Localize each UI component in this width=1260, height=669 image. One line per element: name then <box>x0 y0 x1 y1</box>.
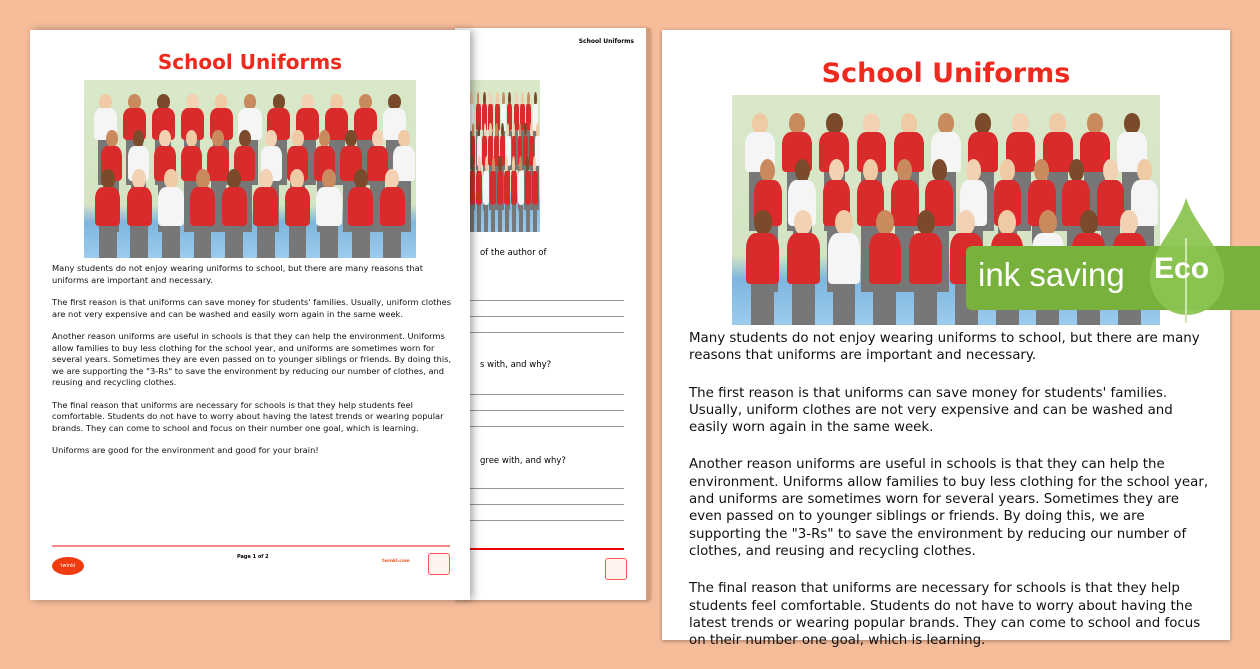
answer-line <box>469 504 624 505</box>
paragraph: The final reason that uniforms are necessary for schools is that they help students feel comfortable. Students do not have to worry about having the latest trends or wearing popular brands. They can come to school and focus on their number one goal, which is learning. <box>689 581 1201 649</box>
eco-leaf-icon <box>1148 198 1228 323</box>
paragraph: Uniforms are good for the environment and good for your brain! <box>52 445 319 455</box>
paragraph: Many students do not enjoy wearing uniforms to school, but there are many reasons that uniforms are important and necessary. <box>52 263 423 285</box>
answer-line <box>469 410 624 411</box>
answer-line <box>469 300 624 301</box>
class-photo <box>84 80 416 258</box>
answer-line <box>469 394 624 395</box>
twinkl-logo: twinkl <box>52 557 84 575</box>
worksheet-page-large <box>662 30 1230 649</box>
answer-line <box>469 332 624 333</box>
question-1: of the author of <box>480 248 547 258</box>
paragraph: The final reason that uniforms are necessary for schools is that they help students feel comfortable. Students do not have to worry about having the latest trends or wearing popular brands. They can come to school and focus on their number one goal, which is learning. <box>52 399 444 433</box>
answer-line <box>469 520 624 521</box>
page-title: School Uniforms <box>157 50 343 74</box>
class-photo <box>467 80 540 232</box>
stamp-logo <box>428 553 450 575</box>
page-number: Page 1 of 2 <box>237 554 269 560</box>
stamp-logo <box>605 558 627 580</box>
paragraph: Another reason uniforms are useful in schools is that they can help the environment. Uniforms allow families to buy less clothing for the school year, and uniforms are sometimes worn for several years. Sometimes they are even passed on to younger siblings or friends. By doing this, we are supporting the "3-Rs" to save the environment by reducing our number of clothes, and reusing and recycling clothes. <box>52 331 452 387</box>
questions-header: School Uniforms <box>578 38 634 45</box>
answer-line <box>469 316 624 317</box>
question-2: s with, and why? <box>480 360 552 370</box>
question-3: gree with, and why? <box>480 456 566 466</box>
answer-line <box>469 488 624 489</box>
article-text <box>52 263 452 468</box>
paragraph: The first reason is that uniforms can save money for students' families. Usually, uniform clothes are not very expensive and can be washed and easily worn again in the same week. <box>689 385 1173 436</box>
brand-url: twinkl.com <box>382 559 410 564</box>
worksheet-page-small <box>30 30 470 600</box>
paragraph: Another reason uniforms are useful in schools is that they can help the environment. Uniforms allow families to buy less clothing for the school year, and uniforms are sometimes worn for several years. Sometimes they are even passed on to younger siblings or friends. By doing this, we are supporting the "3-Rs" to save the environment by reducing our number of clothes, and reusing and recycling clothes. <box>689 457 1209 559</box>
page-footer <box>52 545 450 585</box>
answer-line <box>469 426 624 427</box>
questions-page <box>455 28 650 600</box>
paragraph: Many students do not enjoy wearing uniforms to school, but there are many reasons that uniforms are important and necessary. <box>689 331 1200 364</box>
footer-divider <box>469 548 624 550</box>
eco-label: Eco <box>1154 252 1210 285</box>
page-title: School Uniforms <box>821 58 1071 89</box>
ink-saving-label: ink saving <box>978 256 1125 293</box>
paragraph: The first reason is that uniforms can save money for students' families. Usually, uniform clothes are not very expensive and can be washed and easily worn again in the same week. <box>52 297 452 319</box>
article-text <box>689 330 1209 669</box>
